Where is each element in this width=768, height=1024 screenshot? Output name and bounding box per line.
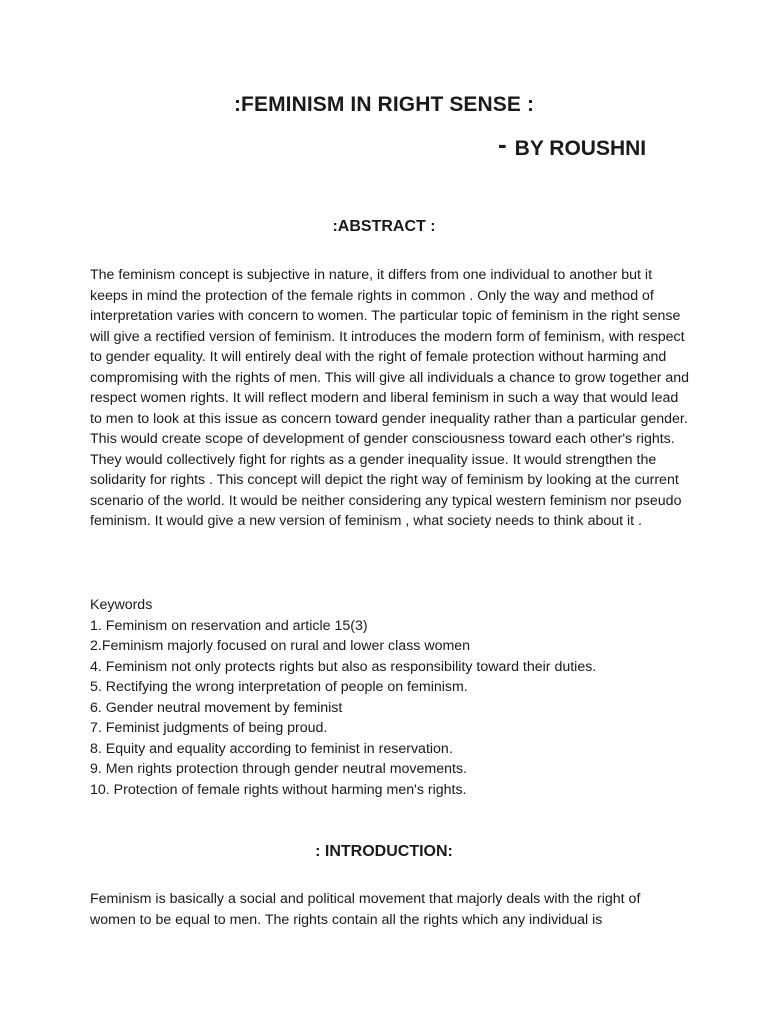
keyword-item: 7. Feminist judgments of being proud.	[90, 720, 328, 736]
author-byline	[498, 129, 647, 161]
keyword-item: 2.Feminism majorly focused on rural and lower class women	[90, 638, 471, 654]
keyword-item: 1. Feminism on reservation and article 15(3)	[90, 617, 368, 634]
keywords-label: Keywords	[90, 597, 153, 613]
keyword-item: 6. Gender neutral movement by feminist	[90, 699, 343, 716]
introduction-heading: : INTRODUCTION:	[315, 843, 453, 860]
keyword-item: 4. Feminism not only protects rights but also as responsibility toward their duties.	[90, 658, 597, 675]
document-title: :FEMINISM IN RIGHT SENSE :	[233, 93, 535, 116]
keywords-section	[90, 595, 690, 800]
author-name: BY ROUSHNI	[514, 137, 647, 160]
keyword-item: 10. Protection of female rights without harming men's rights.	[90, 781, 467, 798]
keyword-item: 5. Rectifying the wrong interpretation of people on feminism.	[90, 679, 468, 695]
byline-dash: -	[498, 129, 507, 159]
keywords-list	[90, 616, 690, 801]
abstract-paragraph: The feminism concept is subjective in nature, it differs from one individual to another but it keeps in mind the protection of the female rights in common . Only the way and method of interpretation varies with concern to women. The particular topic of feminism in the right sense will give a rectified version of feminism. It introduces the modern form of feminism, with respect to gender equality. It will entirely deal with the right of female protection without harming and compromising with the rights of men. This will give all individuals a chance to grow together and respect women rights. It will reflect modern and liberal feminism in such a way that would lead to men to look at this issue as concern toward gender inequality rather than a particular gender. This would create scope of development of gender consciousness toward each other's rights. They would collectively fight for rights as a gender inequality issue. It would strengthen the solidarity for rights . This concept will depict the right way of feminism by looking at the current scenario of the world. It would be neither considering any typical western feminism nor pseudo feminism. It would give a new version of feminism , what society needs to think about it .	[90, 267, 690, 529]
keyword-item: 8. Equity and equality according to feminist in reservation.	[90, 740, 453, 757]
keyword-item: 9. Men rights protection through gender neutral movements.	[90, 761, 467, 777]
abstract-heading: :ABSTRACT :	[332, 218, 436, 235]
introduction-paragraph: Feminism is basically a social and political movement that majorly deals with the right of women to be equal to men. The rights contain all the rights which any individual is	[90, 891, 641, 928]
